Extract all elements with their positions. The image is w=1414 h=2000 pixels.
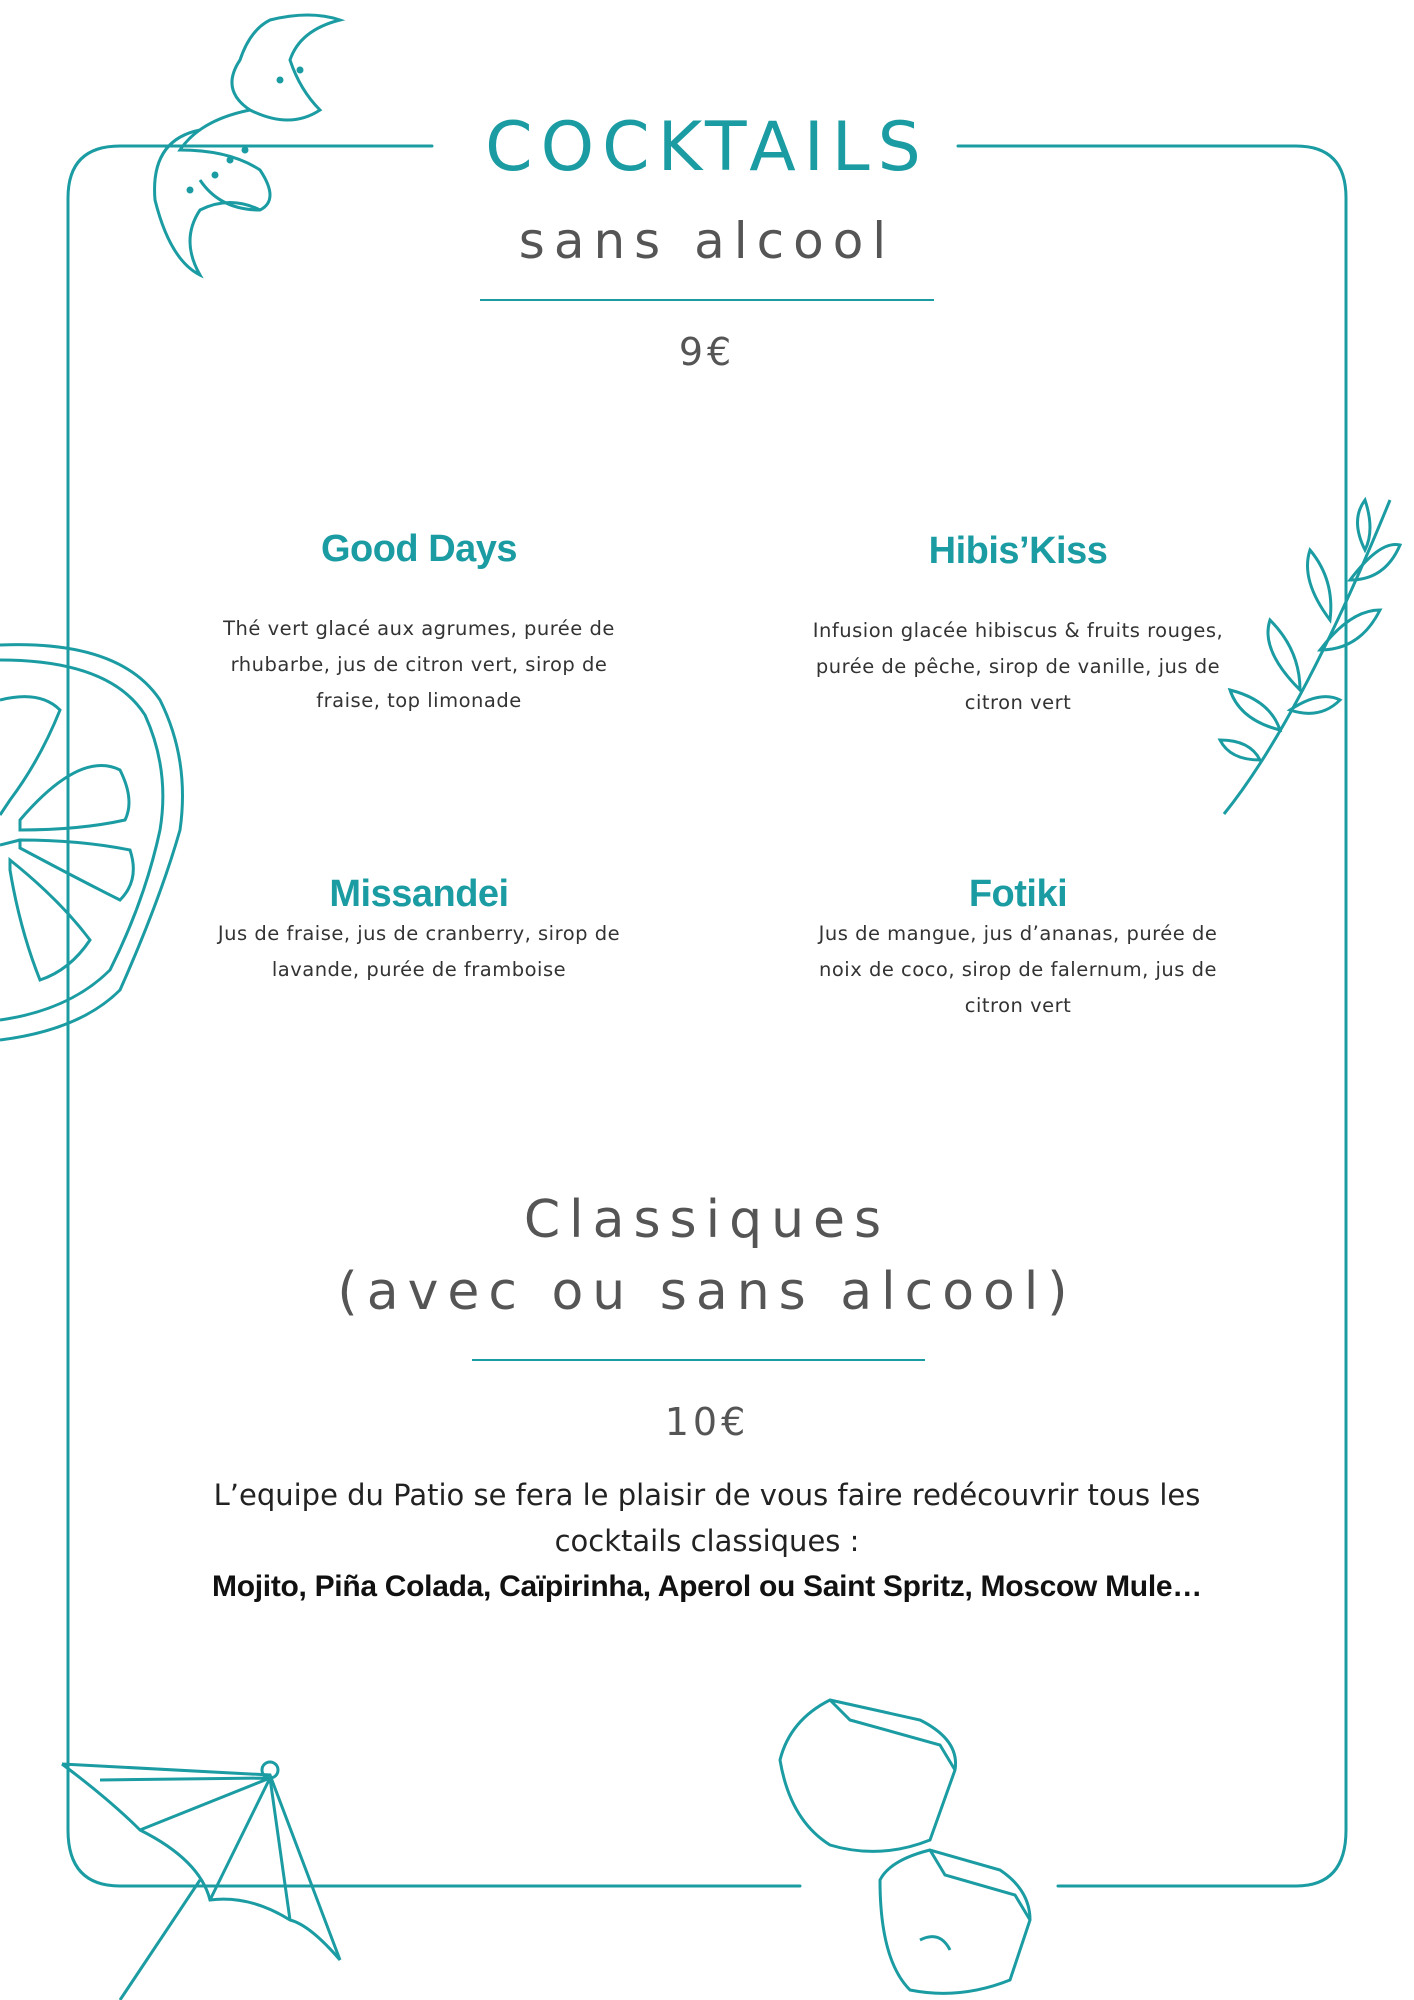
cocktail-name: Fotiki: [968, 873, 1068, 915]
cocktail-umbrella-icon: [62, 1762, 340, 2000]
cocktail-description: Jus de mangue, jus d’ananas, purée de noix de coco, sirop de falernum, jus de citron vert: [818, 922, 1218, 1017]
classics-subtitle: (avec ou sans alcool): [337, 1262, 1077, 1322]
classics-list: Mojito, Piña Colada, Caïpirinha, Aperol ou Saint Spritz, Moscow Mule…: [212, 1570, 1202, 1603]
page-title: COCKTAILS: [485, 108, 929, 187]
price-sans-alcool: 9€: [678, 330, 736, 374]
orange-slice-icon: [0, 645, 183, 1040]
cocktail-description: Infusion glacée hibiscus & fruits rouges, purée de pêche, sirop de vanille, jus de citron vert: [812, 619, 1224, 714]
cocktail-hibiskiss: [808, 530, 1228, 721]
page-subtitle: sans alcool: [518, 212, 896, 270]
cocktail-missandei: [209, 873, 629, 988]
cocktail-description: Thé vert glacé aux agrumes, purée de rhubarbe, jus de citron vert, sirop de fraise, top limonade: [223, 617, 615, 712]
classics-description: L’equipe du Patio se fera le plaisir de vous faire redécouvrir tous les cocktails classiques :: [213, 1478, 1201, 1558]
cocktail-name: Good Days: [320, 528, 518, 570]
cocktail-description: Jus de fraise, jus de cranberry, sirop de lavande, purée de framboise: [217, 922, 621, 981]
cocktail-good-days: [209, 528, 629, 719]
classics-title: Classiques: [523, 1190, 891, 1250]
cocktail-fotiki: [808, 873, 1228, 1024]
price-classics: 10€: [664, 1400, 750, 1444]
cocktail-name: Hibis’Kiss: [928, 530, 1108, 572]
ice-cubes-icon: [780, 1700, 1030, 1993]
frame-bottom-left: [68, 1830, 800, 1886]
cocktail-name: Missandei: [329, 873, 509, 915]
rosemary-sprig-icon: [1220, 500, 1400, 814]
frame-bottom-right: [1058, 1830, 1346, 1886]
